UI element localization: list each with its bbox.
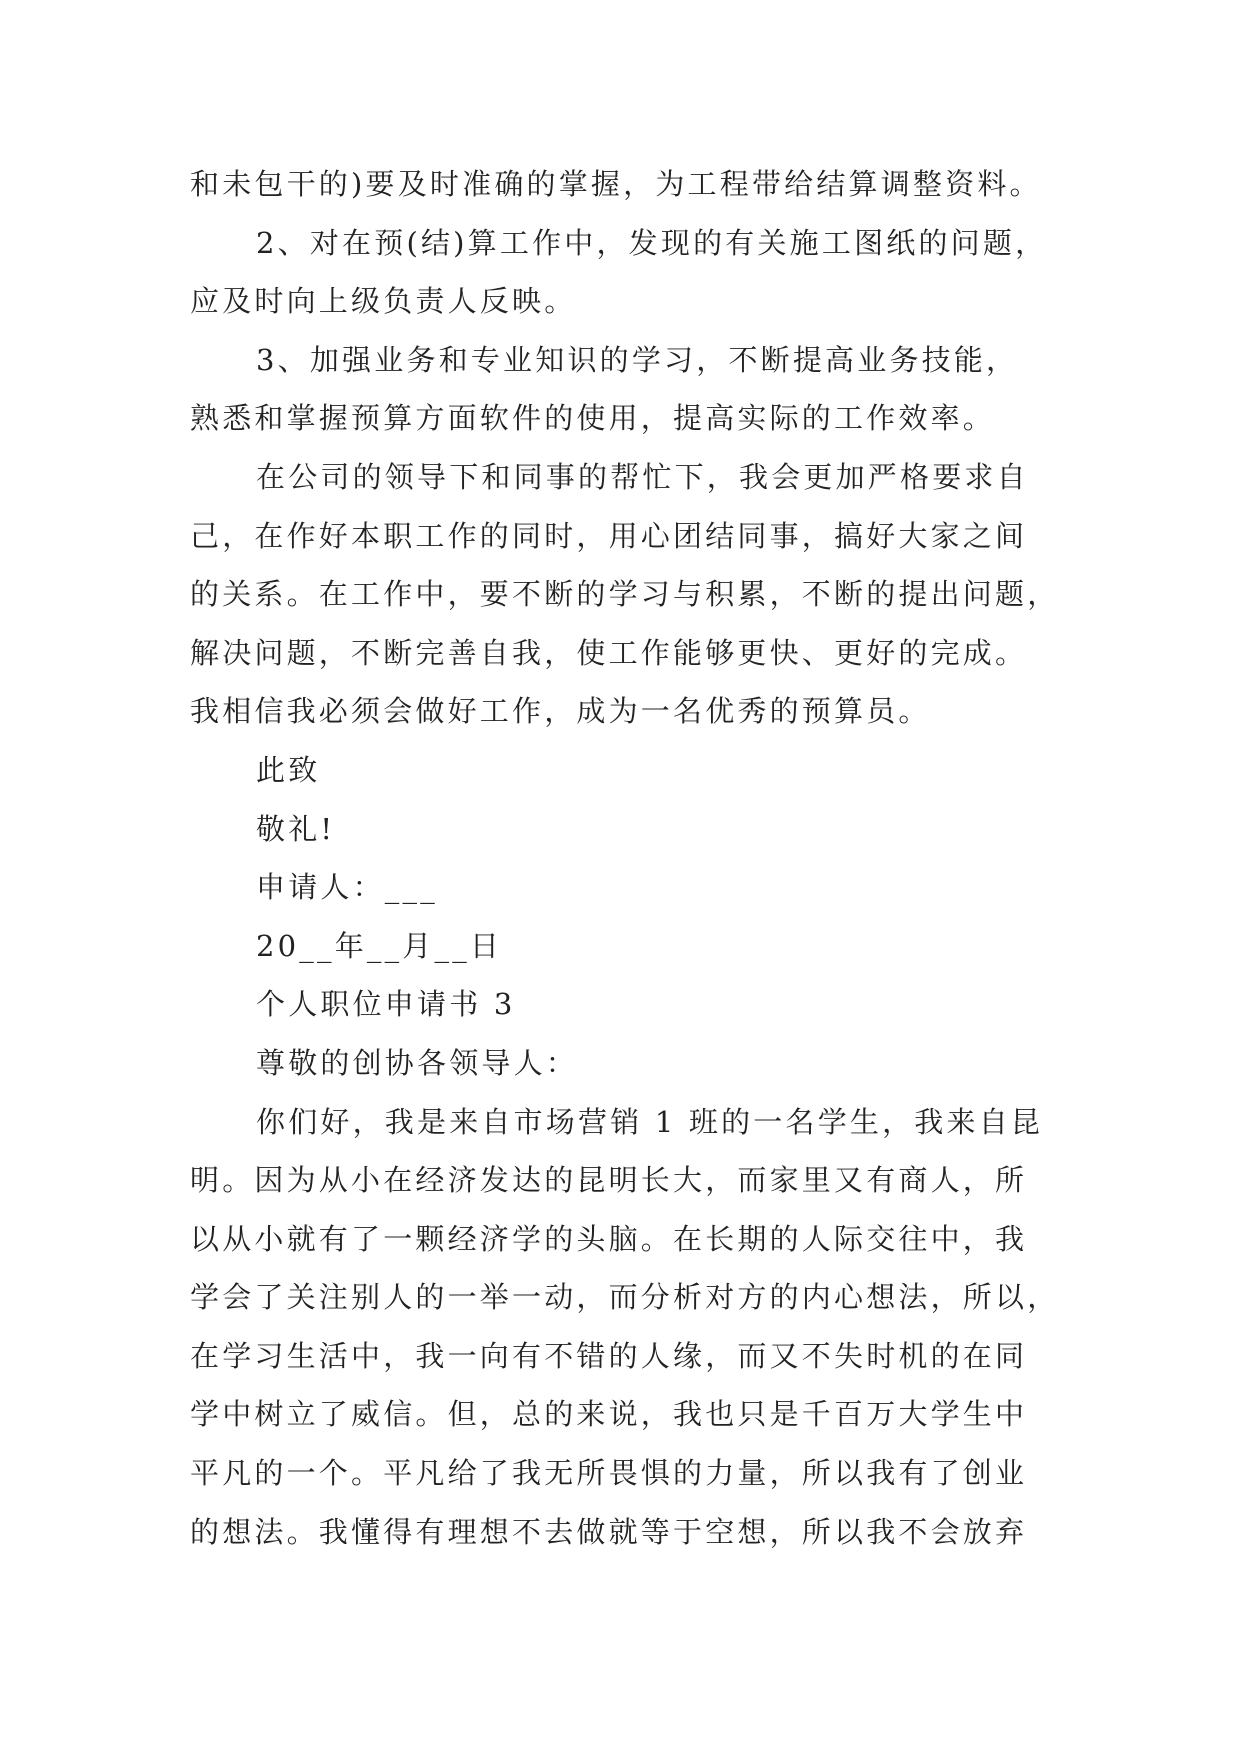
text-line: 学中树立了威信。但，总的来说，我也只是千百万大学生中	[190, 1397, 1028, 1432]
text-line: 以从小就有了一颗经济学的头脑。在长期的人际交往中，我	[190, 1221, 1028, 1256]
text-line: 己，在作好本职工作的同时，用心团结同事，搞好大家之间	[190, 518, 1028, 553]
text-line: 平凡的一个。平凡给了我无所畏惧的力量，所以我有了创业	[190, 1456, 1028, 1491]
text-line: 应及时向上级负责人反映。	[190, 284, 577, 319]
text-line: 明。因为从小在经济发达的昆明长大，而家里又有商人，所	[190, 1163, 1028, 1198]
text-line: 在学习生活中，我一向有不错的人缘，而又不失时机的在同	[190, 1338, 1028, 1373]
text-line: 你们好，我是来自市场营销 1 班的一名学生，我来自昆	[256, 1104, 1044, 1139]
text-line: 和未包干的)要及时准确的掌握，为工程带给结算调整资料。	[190, 167, 1042, 201]
text-line: 的想法。我懂得有理想不去做就等于空想，所以我不会放弃	[190, 1514, 1028, 1549]
section-title: 个人职位申请书 3	[256, 987, 516, 1022]
applicant-line: 申请人：___	[256, 870, 438, 905]
text-line: 的关系。在工作中，要不断的学习与积累，不断的提出问题，	[190, 577, 1060, 612]
text-line: 3、加强业务和专业知识的学习，不断提高业务技能，	[256, 342, 1019, 377]
greeting-line: 尊敬的创协各领导人：	[256, 1045, 579, 1080]
text-line: 熟悉和掌握预算方面软件的使用，提高实际的工作效率。	[190, 401, 996, 436]
text-line: 在公司的领导下和同事的帮忙下，我会更加严格要求自	[256, 459, 1029, 494]
document-page	[190, 155, 1070, 1561]
date-line: 20__年__月__日	[256, 928, 503, 963]
salutation: 敬礼!	[256, 811, 336, 846]
text-line: 我相信我必须会做好工作，成为一名优秀的预算员。	[190, 694, 931, 729]
text-line: 解决问题，不断完善自我，使工作能够更快、更好的完成。	[190, 635, 1028, 670]
text-line: 2、对在预(结)算工作中，发现的有关施工图纸的问题，	[256, 225, 1048, 260]
closing-phrase: 此致	[256, 752, 321, 787]
text-line: 学会了关注别人的一举一动，而分析对方的内心想法，所以，	[190, 1280, 1060, 1315]
